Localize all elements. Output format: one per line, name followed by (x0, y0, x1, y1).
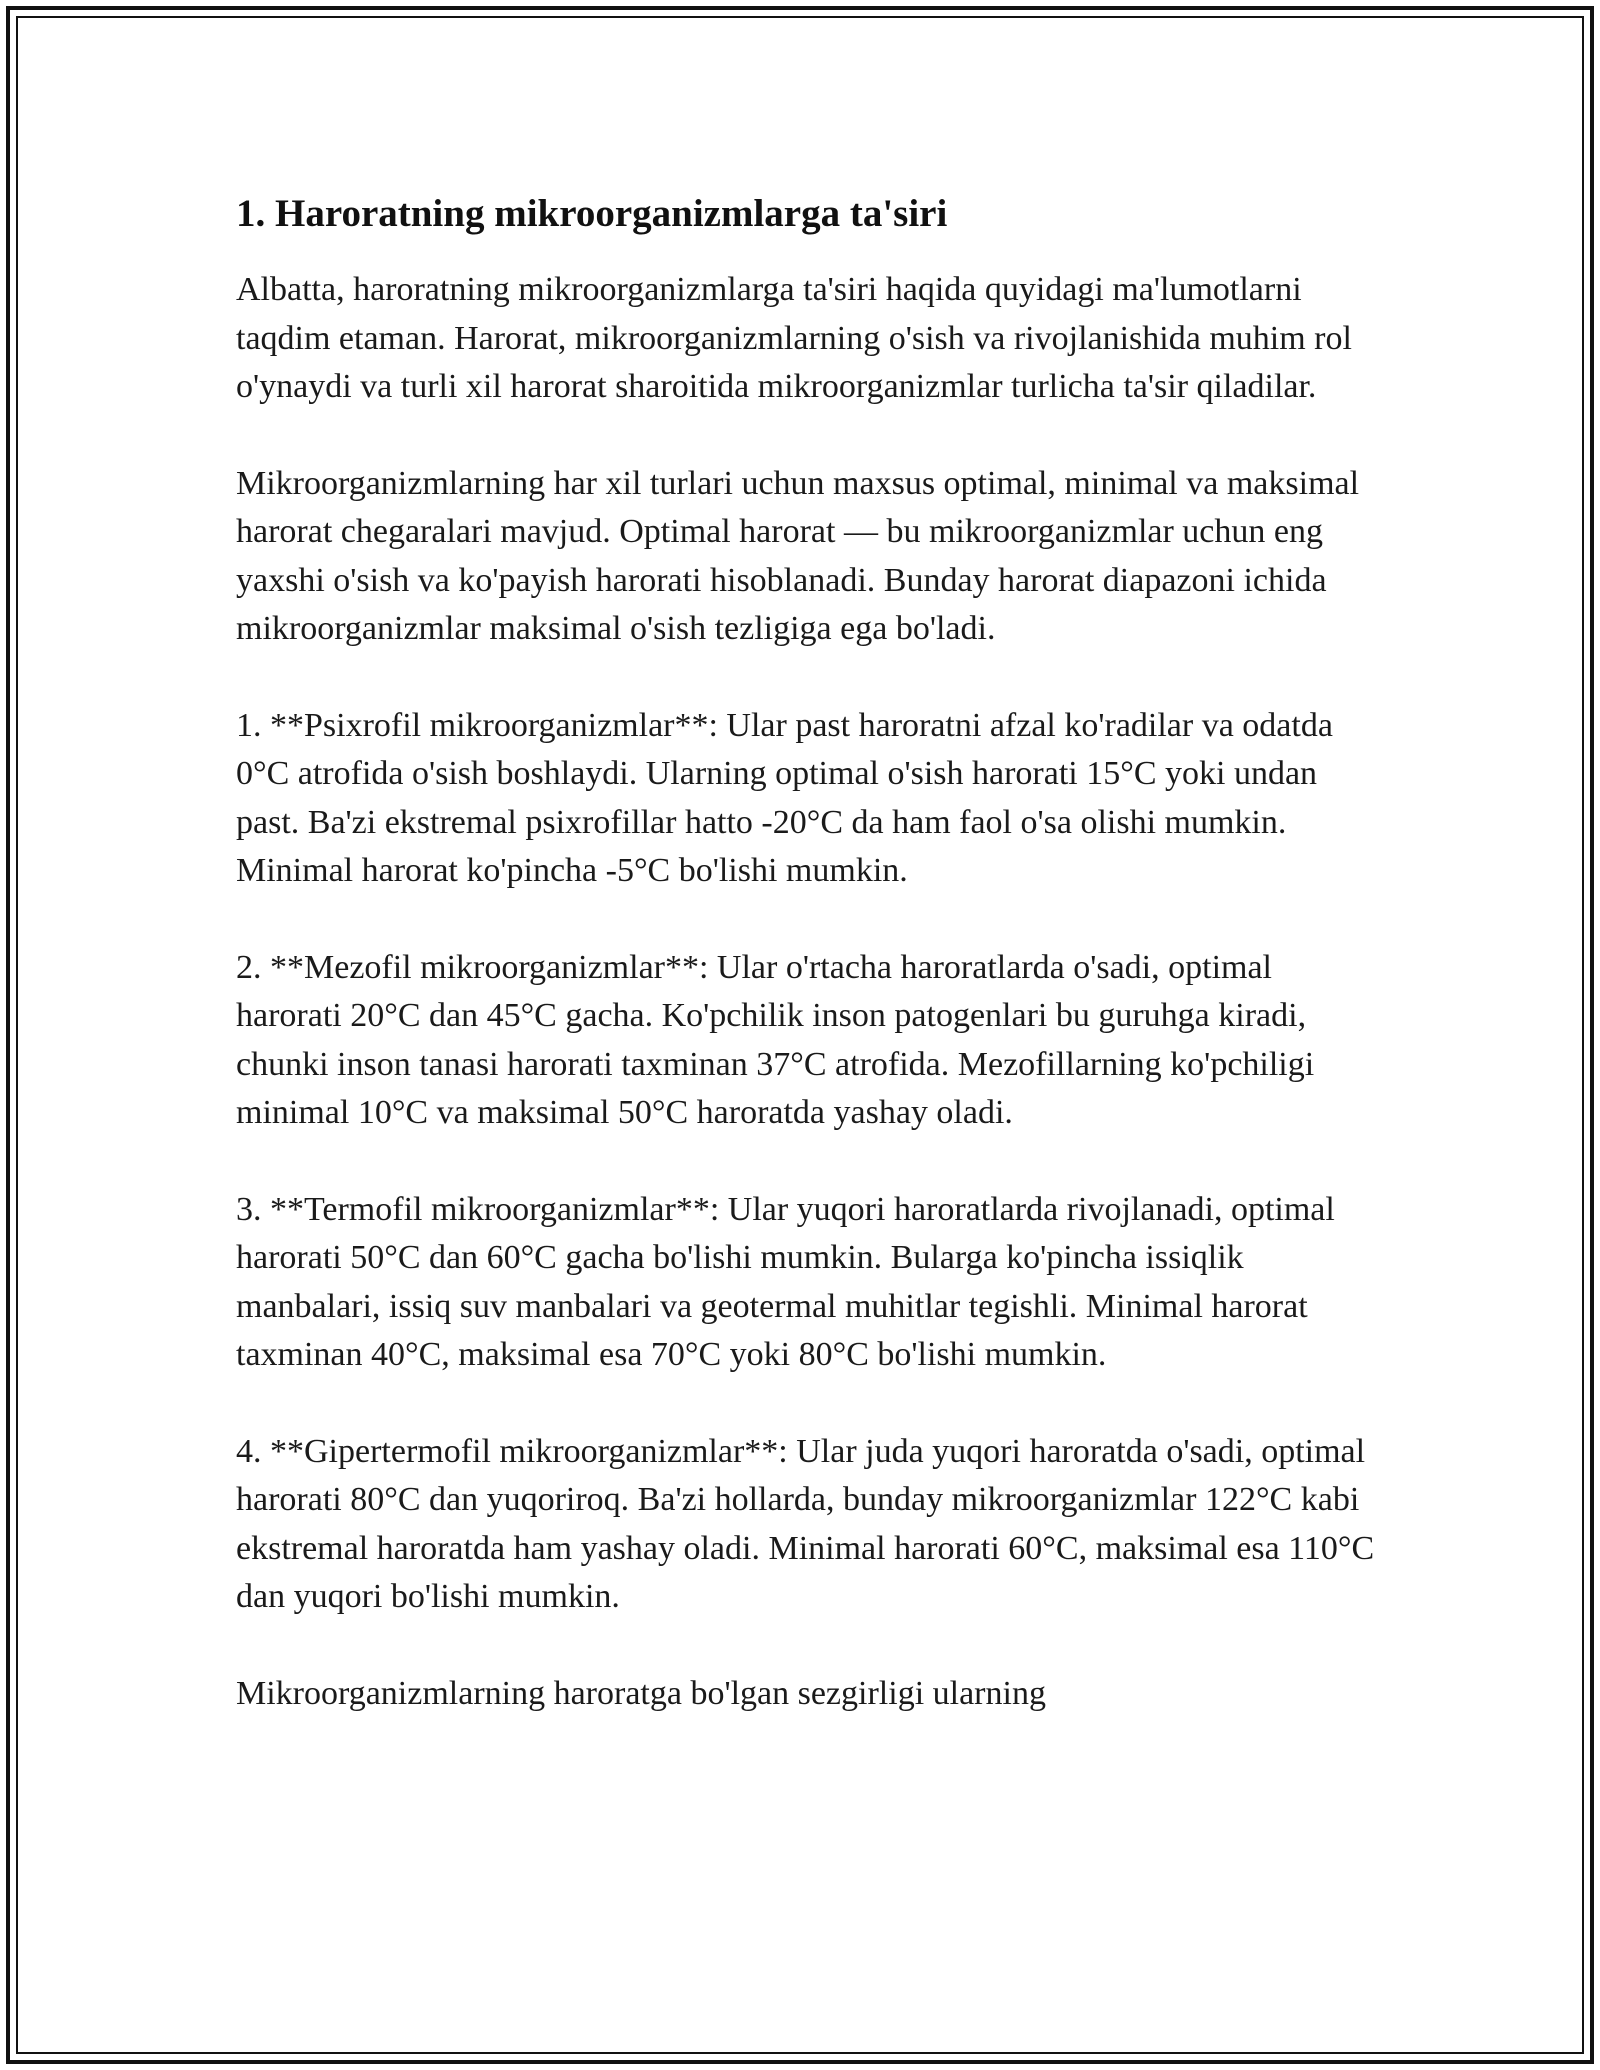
paragraph-hyperthermophiles: 4. **Gipertermofil mikroorganizmlar**: Ular juda yuqori haroratda o'sadi, optimal harorati 80°C dan yuqoriroq. Ba'zi hollarda, bunday mikroorganizmlar 122°C kabi ekstremal haroratda ham yashay oladi. Minimal harorati 60°C, maksimal esa 110°C dan yuqori bo'lishi mumkin. (236, 1432, 1375, 1615)
paragraph-thermophiles: 3. **Termofil mikroorganizmlar**: Ular yuqori haroratlarda rivojlanadi, optimal harorati 50°C dan 60°C gacha bo'lishi mumkin. Bularga ko'pincha issiqlik manbalari, issiq suv manbalari va geotermal muhitlar tegishli. Minimal harorat taxminan 40°C, maksimal esa 70°C yoki 80°C bo'lishi mumkin. (236, 1190, 1335, 1373)
paragraph-sensitivity: Mikroorganizmlarning haroratga bo'lgan sezgirligi ularning (236, 1674, 1046, 1712)
paragraph-temperature-limits: Mikroorganizmlarning har xil turlari uchun maxsus optimal, minimal va maksimal harorat chegaralari mavjud. Optimal harorat — bu mikroorganizmlar uchun eng yaxshi o'sish va ko'payish harorati hisoblanadi. Bunday harorat diapazoni ichida mikroorganizmlar maksimal o'sish tezligiga ega bo'ladi. (236, 464, 1360, 647)
document-body (236, 188, 1386, 1766)
paragraph-mesophiles: 2. **Mezofil mikroorganizmlar**: Ular o'rtacha haroratlarda o'sadi, optimal harorati 20°C dan 45°C gacha. Ko'pchilik inson patogenlari bu guruhga kiradi, chunki inson tanasi harorati taxminan 37°C atrofida. Mezofillarning ko'pchiligi minimal 10°C va maksimal 50°C haroratda yashay oladi. (236, 948, 1315, 1131)
paragraph-intro: Albatta, haroratning mikroorganizmlarga ta'siri haqida quyidagi ma'lumotlarni taqdim etaman. Harorat, mikroorganizmlarning o'sish va rivojlanishida muhim rol o'ynaydi va turli xil harorat sharoitida mikroorganizmlar turlicha ta'sir qiladilar. (236, 271, 1352, 405)
paragraph-psychrophiles: 1. **Psixrofil mikroorganizmlar**: Ular past haroratni afzal ko'radilar va odatda 0°C atrofida o'sish boshlaydi. Ularning optimal o'sish harorati 15°C yoki undan past. Ba'zi ekstremal psixrofillar hatto -20°C da ham faol o'sa olishi mumkin. Minimal harorat ko'pincha -5°C bo'lishi mumkin. (236, 706, 1333, 889)
document-title: 1. Haroratning mikroorganizmlarga ta'siri (236, 192, 948, 235)
